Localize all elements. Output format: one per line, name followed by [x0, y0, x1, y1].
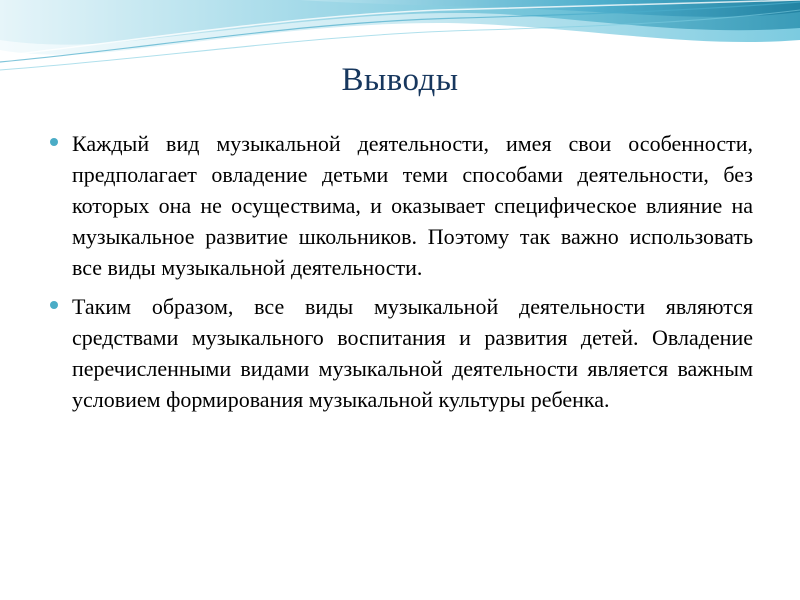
bullet-item [50, 291, 753, 415]
bullet-item [50, 128, 753, 283]
bullet-text: Каждый вид музыкальной деятельности, имея свои особенности, предполагает овладение детьми теми способами деятельности, без которых она не осуществима, и оказывает специфическое влияние на музыкальное развитие школьников. Поэтому так важно использовать все виды музыкальной деятельности. [72, 131, 753, 280]
bullet-list [50, 128, 753, 423]
bullet-dot-icon [50, 301, 58, 309]
slide-title: Выводы [341, 62, 459, 98]
bullet-dot-icon [50, 138, 58, 146]
bullet-text: Таким образом, все виды музыкальной деятельности являются средствами музыкального воспитания и развития детей. Овладение перечисленными видами музыкальной деятельности является важным условием формирования музыкальной культуры ребенка. [72, 294, 753, 412]
